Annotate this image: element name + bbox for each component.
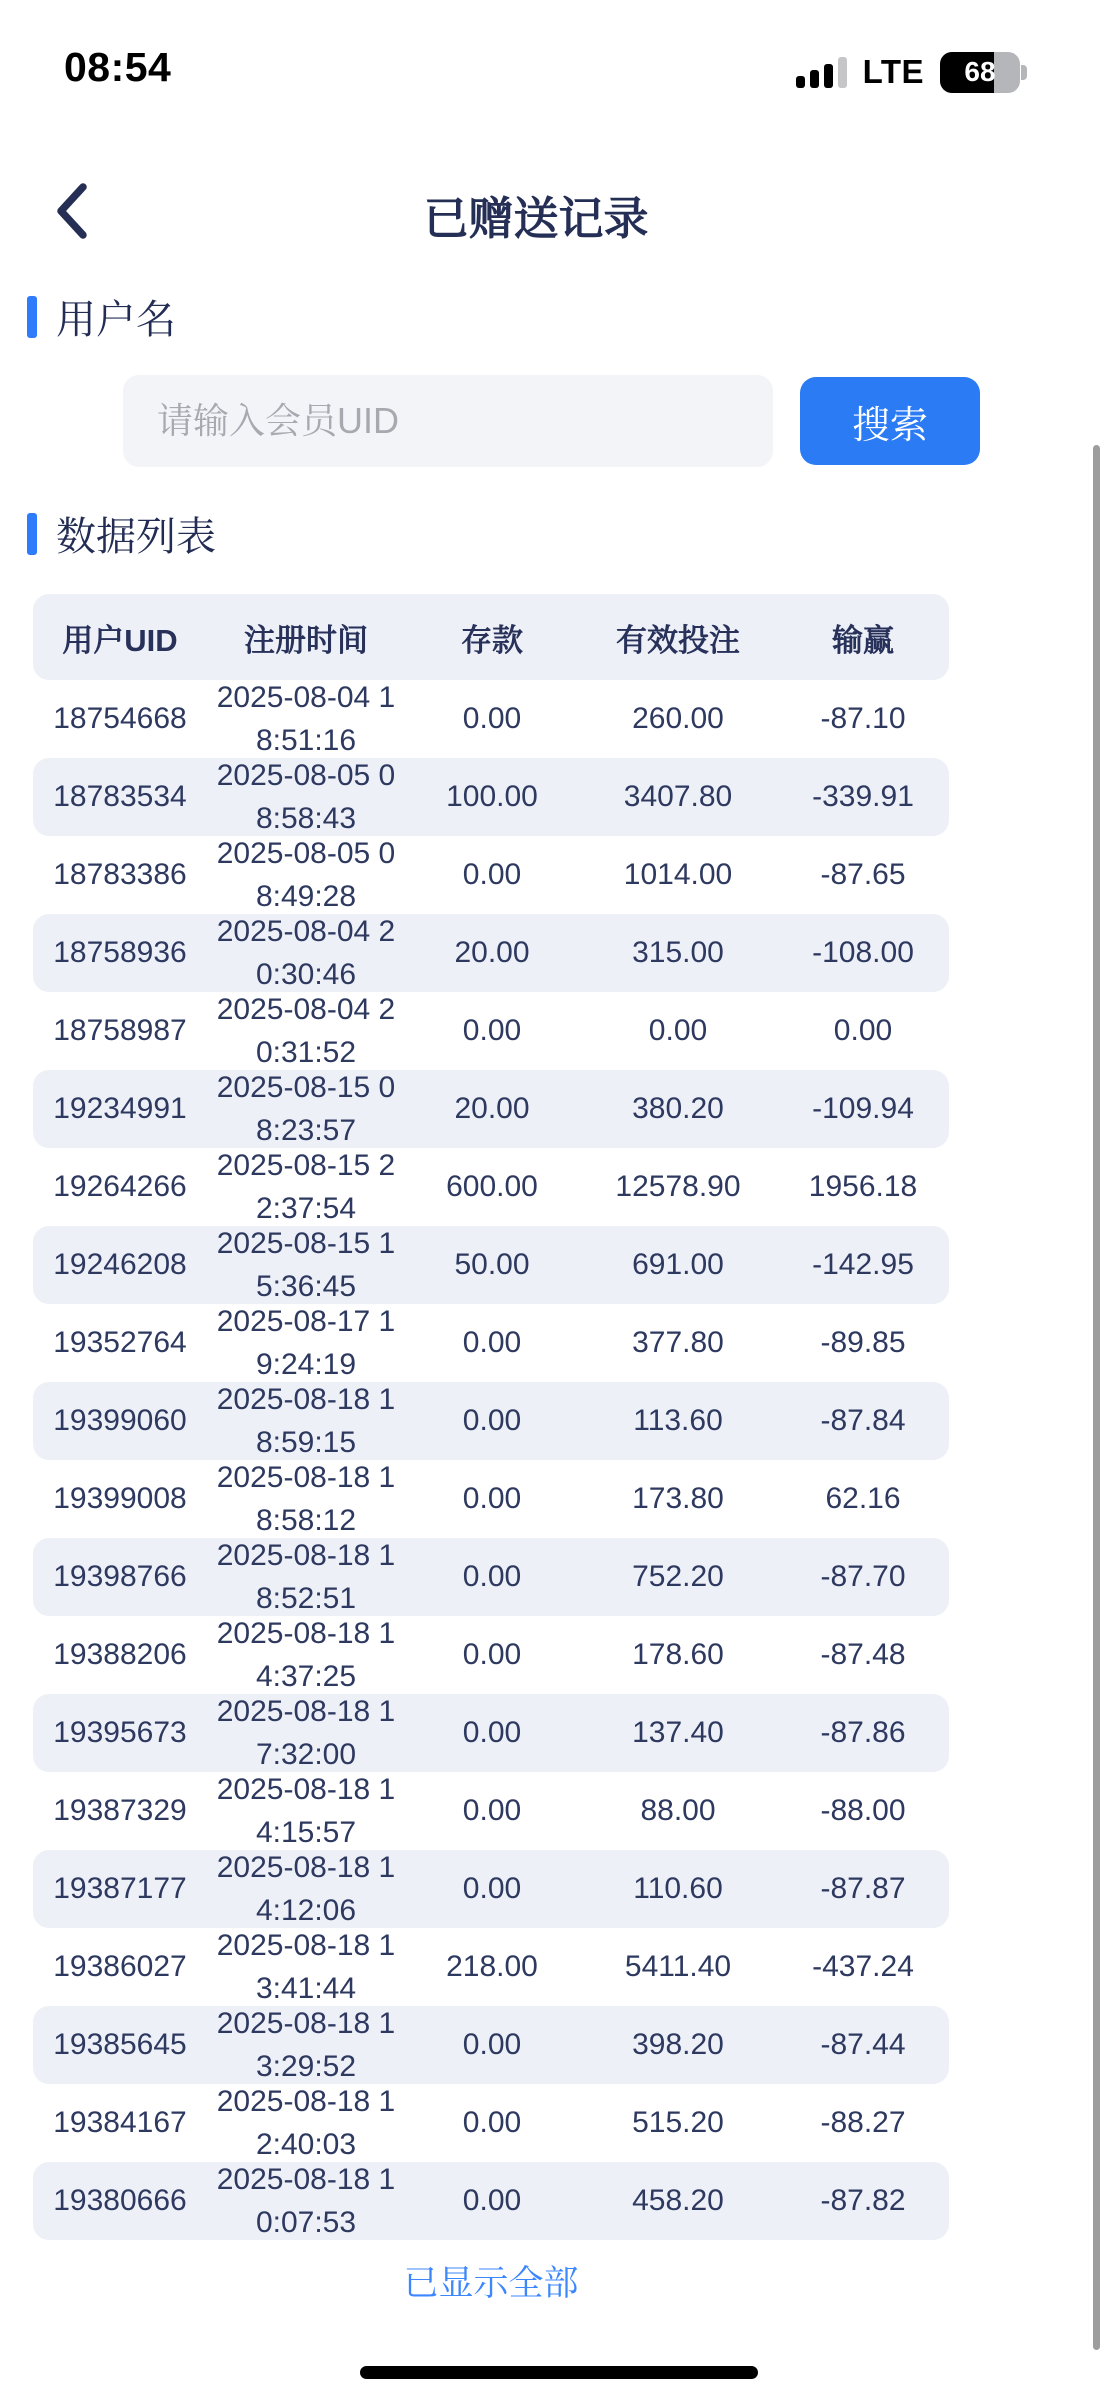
section-accent-bar bbox=[27, 513, 37, 555]
cell-win-loss: -87.70 bbox=[820, 1560, 906, 1593]
cell-valid-bet: 110.60 bbox=[633, 1872, 723, 1905]
cell-uid: 19385645 bbox=[53, 2028, 187, 2061]
cell-uid: 19234991 bbox=[53, 1092, 187, 1125]
cell-win-loss: -109.94 bbox=[812, 1092, 914, 1125]
cell-valid-bet: 0.00 bbox=[648, 1014, 708, 1047]
cell-uid: 19388206 bbox=[53, 1638, 187, 1671]
column-header-deposit: 存款 bbox=[461, 622, 523, 658]
cell-deposit: 0.00 bbox=[462, 1326, 522, 1359]
cell-valid-bet: 398.20 bbox=[632, 2028, 724, 2061]
cell-win-loss: -87.10 bbox=[820, 702, 906, 735]
cell-valid-bet: 173.80 bbox=[632, 1482, 724, 1515]
cell-win-loss: -87.84 bbox=[820, 1404, 906, 1437]
cell-win-loss: -89.85 bbox=[820, 1326, 906, 1359]
member-uid-input[interactable] bbox=[123, 375, 773, 467]
cell-reg-time: 2025-08-18 10:07:53 bbox=[216, 2162, 396, 2239]
cell-deposit: 0.00 bbox=[462, 2028, 522, 2061]
username-section-label: 用户名 bbox=[56, 298, 176, 342]
cell-valid-bet: 178.60 bbox=[632, 1638, 724, 1671]
table-row bbox=[33, 1070, 949, 1148]
table-header-row bbox=[33, 594, 949, 680]
column-header-uid: 用户UID bbox=[62, 622, 178, 658]
cell-win-loss: -87.44 bbox=[820, 2028, 906, 2061]
cell-reg-time: 2025-08-18 14:37:25 bbox=[216, 1616, 396, 1693]
cell-deposit: 0.00 bbox=[462, 1560, 522, 1593]
column-header-valid-bet: 有效投注 bbox=[616, 622, 740, 658]
cell-uid: 18758936 bbox=[53, 936, 187, 969]
status-time: 08:54 bbox=[64, 44, 172, 90]
cell-reg-time: 2025-08-04 20:31:52 bbox=[216, 992, 396, 1069]
cell-uid: 19395673 bbox=[53, 1716, 187, 1749]
cell-uid: 19399008 bbox=[53, 1482, 187, 1515]
table-row bbox=[33, 1928, 949, 2006]
cell-reg-time: 2025-08-15 08:23:57 bbox=[216, 1070, 396, 1147]
column-header-win-loss: 输赢 bbox=[832, 622, 894, 658]
datalist-section-label: 数据列表 bbox=[56, 515, 216, 559]
cell-uid: 18783534 bbox=[53, 780, 187, 813]
cell-win-loss: -339.91 bbox=[812, 780, 914, 813]
cell-valid-bet: 88.00 bbox=[640, 1794, 716, 1827]
cell-reg-time: 2025-08-05 08:49:28 bbox=[216, 836, 396, 913]
cell-reg-time: 2025-08-15 22:37:54 bbox=[216, 1148, 396, 1225]
cell-deposit: 100.00 bbox=[446, 780, 538, 813]
cell-deposit: 50.00 bbox=[454, 1248, 530, 1281]
cell-win-loss: 1956.18 bbox=[808, 1170, 918, 1203]
records-table bbox=[33, 594, 949, 2240]
cell-reg-time: 2025-08-18 17:32:00 bbox=[216, 1694, 396, 1771]
search-row bbox=[123, 375, 980, 467]
table-body bbox=[33, 680, 949, 2240]
cell-deposit: 0.00 bbox=[462, 1794, 522, 1827]
cell-deposit: 20.00 bbox=[454, 936, 530, 969]
cell-reg-time: 2025-08-05 08:58:43 bbox=[216, 758, 396, 835]
cell-valid-bet: 458.20 bbox=[632, 2184, 724, 2217]
cell-reg-time: 2025-08-18 18:59:15 bbox=[216, 1382, 396, 1459]
cell-deposit: 0.00 bbox=[462, 1482, 522, 1515]
table-row bbox=[33, 914, 949, 992]
battery-percent-label: 68 bbox=[964, 56, 996, 87]
cell-win-loss: -88.00 bbox=[820, 1794, 906, 1827]
cell-valid-bet: 12578.90 bbox=[615, 1170, 741, 1203]
cell-uid: 19387177 bbox=[53, 1872, 187, 1905]
table-row bbox=[33, 2162, 949, 2240]
cell-valid-bet: 380.20 bbox=[632, 1092, 724, 1125]
cell-deposit: 600.00 bbox=[446, 1170, 538, 1203]
cell-valid-bet: 113.60 bbox=[633, 1404, 723, 1437]
cell-uid: 19246208 bbox=[53, 1248, 187, 1281]
table-row bbox=[33, 1772, 949, 1850]
battery-cap bbox=[1021, 65, 1027, 80]
cell-uid: 19352764 bbox=[53, 1326, 187, 1359]
table-row bbox=[33, 2006, 949, 2084]
cell-deposit: 0.00 bbox=[462, 1872, 522, 1905]
cell-win-loss: 62.16 bbox=[825, 1482, 901, 1515]
cell-valid-bet: 5411.40 bbox=[624, 1950, 732, 1983]
table-row bbox=[33, 1304, 949, 1382]
cell-uid: 19384167 bbox=[53, 2106, 187, 2139]
cell-win-loss: -87.48 bbox=[820, 1638, 906, 1671]
cell-valid-bet: 377.80 bbox=[632, 1326, 724, 1359]
cell-uid: 18758987 bbox=[53, 1014, 187, 1047]
cell-win-loss: -437.24 bbox=[812, 1950, 914, 1983]
cell-reg-time: 2025-08-18 18:58:12 bbox=[216, 1460, 396, 1537]
table-row bbox=[33, 836, 949, 914]
table-row bbox=[33, 1616, 949, 1694]
table-row bbox=[33, 1382, 949, 1460]
search-button[interactable]: 搜索 bbox=[800, 377, 980, 465]
cell-valid-bet: 315.00 bbox=[632, 936, 724, 969]
network-type-label: LTE bbox=[862, 53, 924, 90]
cell-deposit: 0.00 bbox=[462, 702, 522, 735]
cell-uid: 19380666 bbox=[53, 2184, 187, 2217]
cellular-signal-icon bbox=[796, 57, 847, 88]
cell-deposit: 0.00 bbox=[462, 1404, 522, 1437]
cell-deposit: 0.00 bbox=[462, 1638, 522, 1671]
cell-reg-time: 2025-08-18 12:40:03 bbox=[216, 2084, 396, 2161]
cell-valid-bet: 752.20 bbox=[632, 1560, 724, 1593]
cell-reg-time: 2025-08-18 13:41:44 bbox=[216, 1928, 396, 2005]
cell-valid-bet: 260.00 bbox=[632, 702, 724, 735]
cell-reg-time: 2025-08-04 20:30:46 bbox=[216, 914, 396, 991]
cell-valid-bet: 137.40 bbox=[632, 1716, 724, 1749]
cell-win-loss: -87.86 bbox=[820, 1716, 906, 1749]
cell-reg-time: 2025-08-04 18:51:16 bbox=[216, 680, 396, 757]
battery-icon bbox=[940, 52, 1020, 93]
table-row bbox=[33, 2084, 949, 2162]
nav-bar bbox=[0, 160, 1108, 260]
cell-valid-bet: 3407.80 bbox=[623, 780, 733, 813]
table-row bbox=[33, 1538, 949, 1616]
cell-deposit: 218.00 bbox=[446, 1950, 538, 1983]
table-row bbox=[33, 758, 949, 836]
cell-reg-time: 2025-08-18 18:52:51 bbox=[216, 1538, 396, 1615]
cell-reg-time: 2025-08-18 14:12:06 bbox=[216, 1850, 396, 1927]
table-row bbox=[33, 992, 949, 1070]
table-row bbox=[33, 1226, 949, 1304]
cell-uid: 18783386 bbox=[53, 858, 187, 891]
cell-win-loss: -142.95 bbox=[812, 1248, 914, 1281]
section-accent-bar bbox=[27, 296, 37, 338]
cell-deposit: 0.00 bbox=[462, 1014, 522, 1047]
cell-deposit: 0.00 bbox=[462, 1716, 522, 1749]
column-header-reg-time: 注册时间 bbox=[244, 622, 368, 658]
cell-uid: 19399060 bbox=[53, 1404, 187, 1437]
status-right-cluster bbox=[796, 50, 1020, 94]
status-bar bbox=[0, 0, 1108, 110]
cell-uid: 19264266 bbox=[53, 1170, 187, 1203]
cell-uid: 19387329 bbox=[53, 1794, 187, 1827]
cell-deposit: 0.00 bbox=[462, 2184, 522, 2217]
cell-deposit: 0.00 bbox=[462, 2106, 522, 2139]
cell-win-loss: -87.87 bbox=[820, 1872, 906, 1905]
end-of-list-status: 已显示全部 bbox=[403, 2264, 579, 2303]
cell-valid-bet: 1014.00 bbox=[623, 858, 733, 891]
cell-deposit: 0.00 bbox=[462, 858, 522, 891]
cell-win-loss: 0.00 bbox=[833, 1014, 893, 1047]
cell-uid: 19386027 bbox=[53, 1950, 187, 1983]
cell-win-loss: -87.82 bbox=[820, 2184, 906, 2217]
cell-valid-bet: 691.00 bbox=[632, 1248, 724, 1281]
cell-valid-bet: 515.20 bbox=[632, 2106, 724, 2139]
datalist-section-header bbox=[27, 505, 216, 562]
cell-win-loss: -87.65 bbox=[820, 858, 906, 891]
cell-deposit: 20.00 bbox=[454, 1092, 530, 1125]
scrollbar[interactable] bbox=[1093, 445, 1100, 2350]
table-row bbox=[33, 680, 949, 758]
cell-uid: 19398766 bbox=[53, 1560, 187, 1593]
cell-reg-time: 2025-08-17 19:24:19 bbox=[216, 1304, 396, 1381]
home-indicator[interactable] bbox=[360, 2366, 758, 2379]
cell-reg-time: 2025-08-15 15:36:45 bbox=[216, 1226, 396, 1303]
table-row bbox=[33, 1694, 949, 1772]
username-section-header bbox=[27, 288, 176, 345]
cell-uid: 18754668 bbox=[53, 702, 187, 735]
cell-reg-time: 2025-08-18 14:15:57 bbox=[216, 1772, 396, 1849]
cell-reg-time: 2025-08-18 13:29:52 bbox=[216, 2006, 396, 2083]
page-title: 已赠送记录 bbox=[423, 193, 649, 244]
table-row bbox=[33, 1148, 949, 1226]
cell-win-loss: -88.27 bbox=[820, 2106, 906, 2139]
table-row bbox=[33, 1460, 949, 1538]
table-row bbox=[33, 1850, 949, 1928]
cell-win-loss: -108.00 bbox=[812, 936, 914, 969]
